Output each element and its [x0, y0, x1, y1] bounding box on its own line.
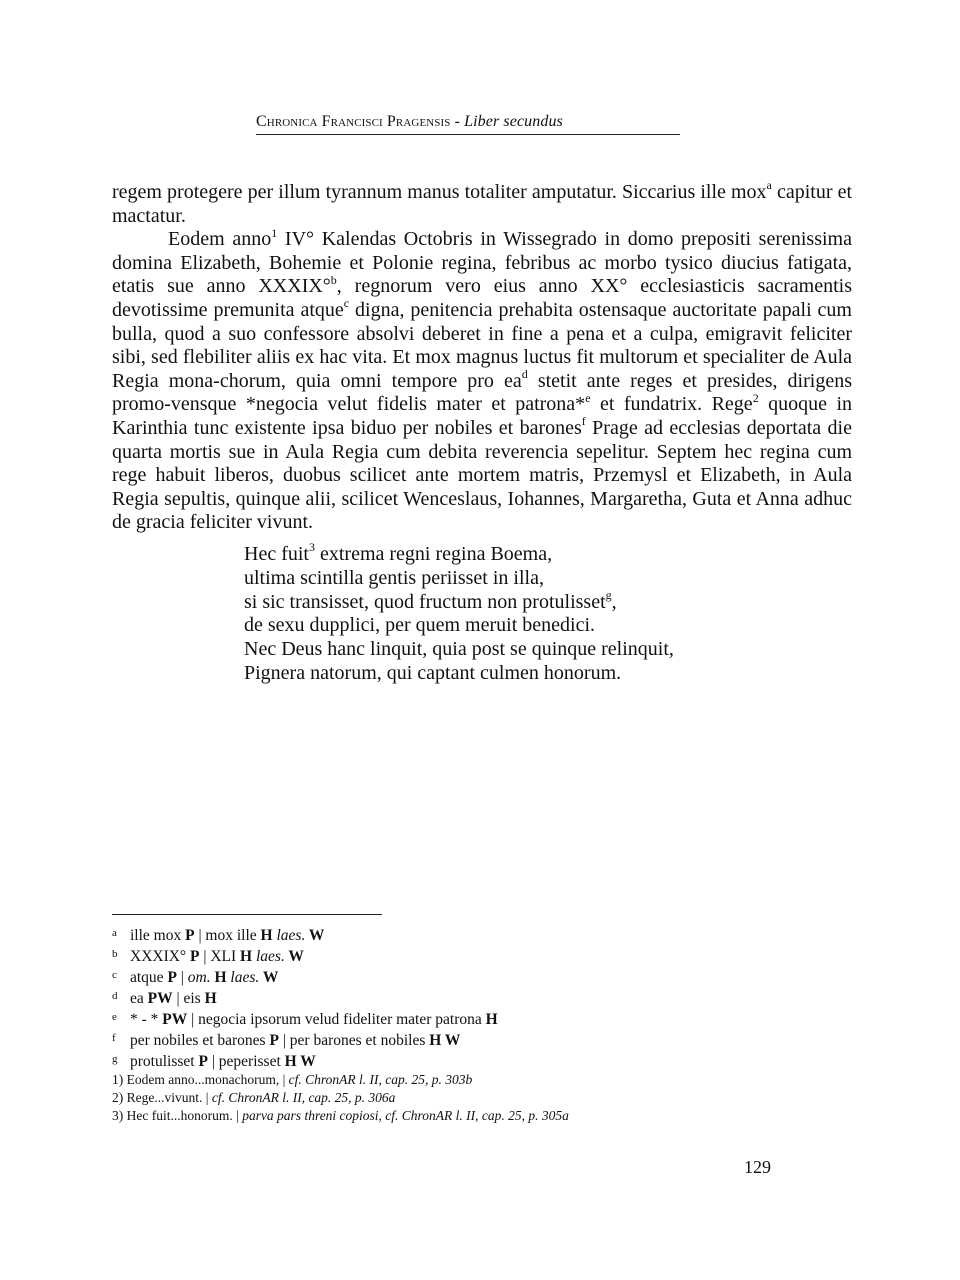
footnote-mark: e: [112, 1011, 117, 1023]
source-text: Rege...vivunt. |: [126, 1090, 212, 1105]
footnote-ref-b[interactable]: b: [330, 272, 337, 287]
siglum: H: [204, 990, 217, 1007]
footnote-text: protulisset: [130, 1053, 199, 1070]
siglum: H W: [284, 1053, 316, 1070]
paragraph-2-text-6: et fundatrix. Rege: [590, 393, 753, 416]
poem-line-4: de sexu dupplici, per quem meruit benedici.: [244, 614, 596, 637]
paragraph-1-text-2: capitur et mactatur.: [112, 181, 853, 227]
footnote-text: | negocia ipsorum velud fideliter mater patrona: [187, 1011, 486, 1028]
footnote-text: | eis: [172, 990, 205, 1007]
running-head-title: Chronica Francisci Pragensis -: [256, 113, 465, 130]
siglum: P: [190, 948, 200, 965]
poem-line-2: ultima scintilla gentis periisset in illa,: [244, 566, 544, 589]
siglum: H: [210, 969, 227, 986]
footnote-f: [112, 1029, 852, 1050]
footnote-ref-d[interactable]: d: [521, 367, 528, 382]
main-text: [112, 178, 853, 535]
footnote-text: |: [176, 969, 188, 986]
footnote-b: [112, 945, 852, 966]
siglum: PW: [147, 990, 173, 1007]
footnote-mark: a: [112, 927, 117, 939]
siglum: W: [284, 948, 304, 965]
footnotes: [112, 924, 852, 1125]
footnote-a: [112, 924, 852, 945]
footnote-italic: laes.: [252, 948, 285, 965]
footnote-mark: d: [112, 990, 118, 1002]
source-note-2: [112, 1089, 852, 1107]
siglum: H: [260, 927, 273, 944]
footnote-text: ille mox: [130, 927, 186, 944]
footnote-d: [112, 987, 852, 1008]
siglum: W: [305, 927, 325, 944]
paragraph-2-text-8: Prage ad ecclesias deportata die quarta mortis sue in Aula Regia cum debita reverencia sepelitur. Septem hec regina cum rege habuit liberos, duobus scilicet ante mortem matris, Przemysl et Elizabeth, in Aula Regia sepultis, quinque alii, scilicet Wenceslaus, Iohannes, Margaretha, Guta et Anna adhuc de gracia feliciter vivunt.: [112, 416, 852, 534]
source-text: Hec fuit...honorum. |: [126, 1108, 243, 1123]
poem-line-5: Nec Deus hanc linquit, quia post se quinque relinquit,: [244, 638, 674, 661]
siglum: P: [198, 1053, 208, 1070]
poem-line-3: [244, 587, 804, 615]
siglum: H W: [429, 1032, 461, 1049]
paragraph-2-text-7: quoque in Karinthia tunc existente ipsa biduo per nobiles et barones: [112, 393, 853, 439]
source-citation: cf. ChronAR l. II, cap. 25, p. 306a: [211, 1090, 396, 1105]
footnote-ref-a[interactable]: a: [766, 178, 772, 193]
footnote-mark: c: [112, 969, 117, 981]
source-number: 3): [112, 1108, 124, 1123]
siglum: H: [240, 948, 253, 965]
poem-line-6: Pignera natorum, qui captant culmen honorum.: [244, 661, 622, 684]
footnote-ref-f[interactable]: f: [581, 414, 586, 429]
footnote-text: per nobiles et barones: [130, 1032, 270, 1049]
running-head: [256, 112, 680, 135]
running-head-book: Liber secundus: [464, 113, 563, 130]
footnote-divider: [112, 914, 382, 915]
siglum: W: [259, 969, 279, 986]
footnote-ref-c[interactable]: c: [343, 296, 350, 311]
paragraph-2-text-3: , regnorum vero eius anno XX° ecclesiasticis sacramentis devotissime premunita atque: [112, 275, 852, 321]
footnote-mark: f: [112, 1032, 116, 1044]
source-ref-1[interactable]: 1: [271, 225, 278, 240]
paragraph-2-text-2: IV° Kalendas Octobris in Wissegrado in domo prepositi serenissima domina Elizabeth, Bohemie et Polonie regina, febribus ac morbo tysico diucius fatigata, etatis sue anno XXXIX°: [112, 228, 852, 298]
siglum: PW: [162, 1011, 188, 1028]
footnote-c: [112, 966, 852, 987]
footnote-text: | peperisset: [207, 1053, 285, 1070]
footnote-text: * - *: [130, 1011, 163, 1028]
source-text: Eodem anno...monachorum, |: [126, 1072, 289, 1087]
page-number: 129: [744, 1157, 771, 1177]
footnote-mark: b: [112, 948, 118, 960]
poem-line-1: [244, 540, 804, 567]
source-ref-2[interactable]: 2: [752, 390, 759, 405]
paragraph-1-text: regem protegere per illum tyrannum manus totaliter amputatur. Siccarius ille mox: [112, 181, 767, 203]
poem: [244, 540, 804, 686]
footnote-italic: laes.: [272, 927, 306, 944]
footnote-italic: laes.: [226, 969, 260, 986]
footnote-text: | per barones et nobiles: [278, 1032, 430, 1049]
poem-line-3-a: si sic transisset, quod fructum non protulisset: [244, 590, 606, 613]
poem-line-3-b: ,: [611, 590, 617, 613]
footnote-text: XXXIX°: [130, 948, 191, 965]
footnote-mark: g: [112, 1053, 118, 1065]
source-note-1: [112, 1071, 852, 1089]
siglum: P: [167, 969, 177, 986]
footnote-italic: om.: [187, 969, 211, 986]
paragraph-2: [112, 225, 853, 535]
source-note-3: [112, 1107, 852, 1125]
footnote-g: [112, 1050, 852, 1071]
paragraph-2-text-1: Eodem anno: [168, 228, 272, 251]
siglum: P: [269, 1032, 279, 1049]
source-ref-3[interactable]: 3: [308, 540, 315, 555]
poem-line-1-a: Hec fuit: [244, 543, 309, 565]
footnote-ref-g[interactable]: g: [605, 587, 612, 602]
footnote-text: ea: [130, 990, 148, 1007]
paragraph-2-text-5: stetit ante reges et presides, dirigens promo-vensque *negocia velut fidelis mater et patrona*: [112, 369, 852, 416]
paragraph-1: [112, 178, 853, 228]
footnote-text: | mox ille: [194, 927, 261, 944]
footnote-text: | XLI: [199, 948, 241, 965]
footnote-e: [112, 1008, 852, 1029]
poem-line-1-b: extrema regni regina Boema,: [314, 543, 553, 565]
source-number: 1): [112, 1072, 124, 1087]
footnote-text: atque: [130, 969, 168, 986]
paragraph-2-text-4: digna, penitencia prehabita ostensaque auctoritate papali cum bulla, quod a suo confessore absolvi deberet in fine a pena et a culpa, emigravit feliciter sibi, sed flebiliter aliis ex hac vita. Et mox magnus luctus fit multorum et specialiter de Aula Regia mona-chorum, quia omni tempore pro ea: [112, 298, 852, 392]
siglum: H: [485, 1011, 498, 1028]
source-citation: cf. ChronAR l. II, cap. 25, p. 303b: [288, 1072, 473, 1087]
footnote-ref-e[interactable]: e: [585, 390, 591, 405]
source-citation: parva pars threni copiosi, cf. ChronAR l. II, cap. 25, p. 305a: [242, 1108, 569, 1123]
siglum: P: [185, 927, 195, 944]
source-number: 2): [112, 1090, 124, 1105]
